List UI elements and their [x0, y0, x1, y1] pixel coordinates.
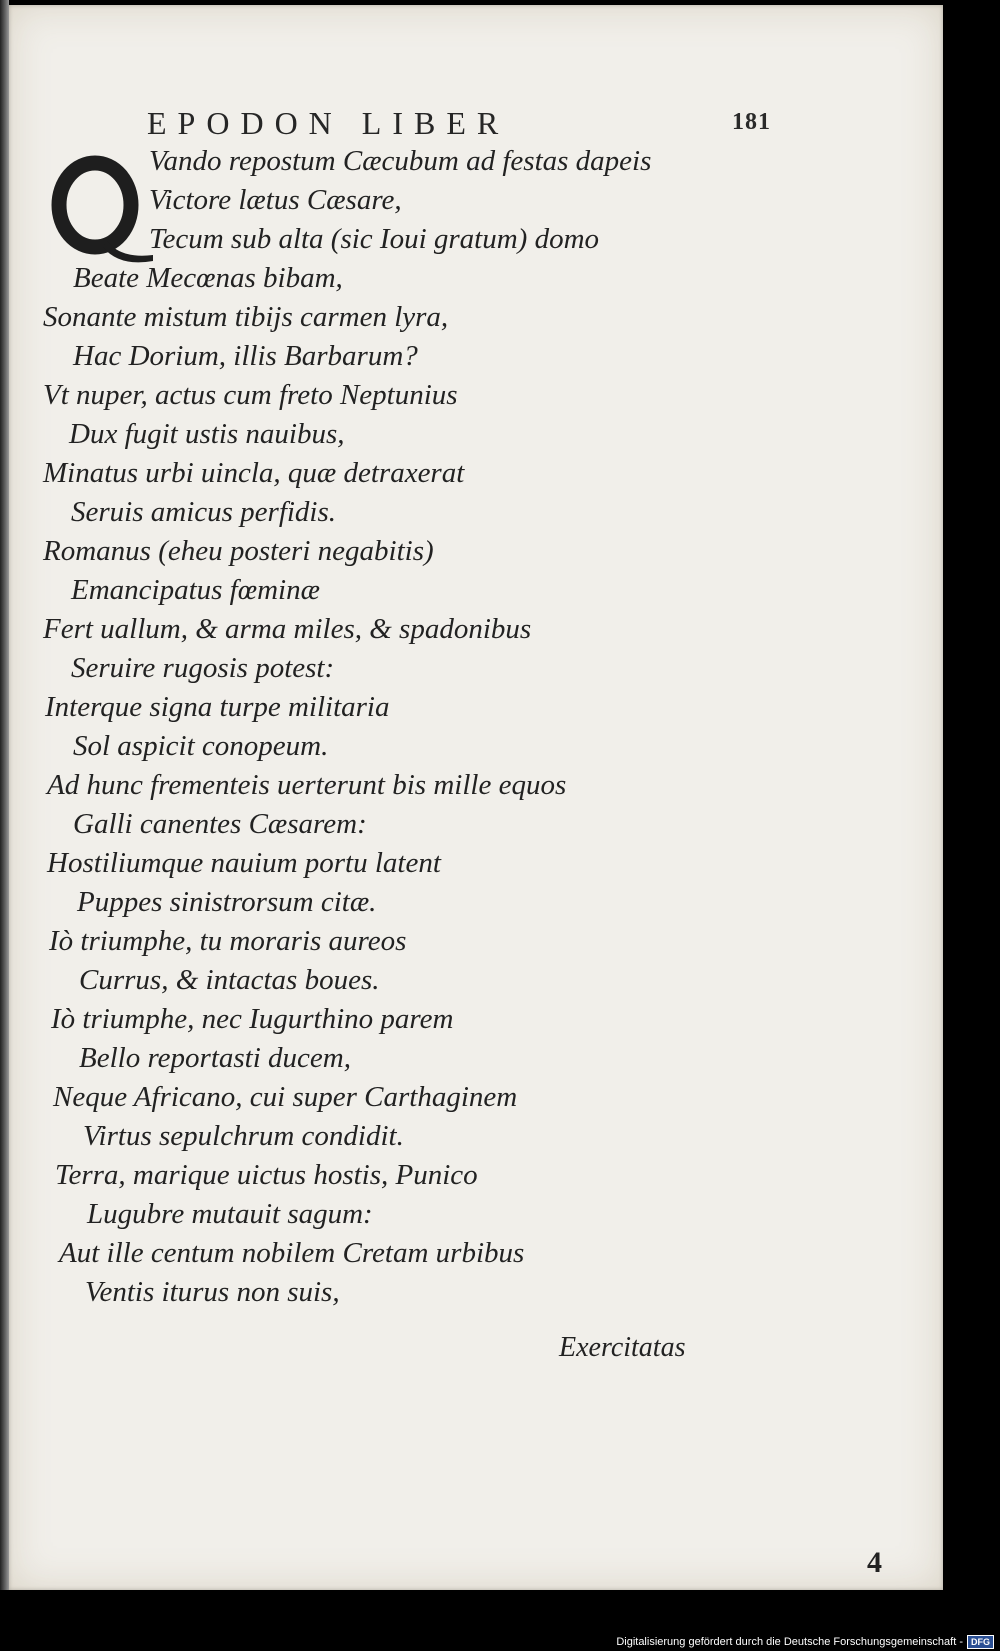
- verse-line: Iò triumphe, nec Iugurthino parem: [51, 1003, 454, 1035]
- folio-number: 181: [732, 109, 771, 135]
- verse-line: Hostiliumque nauium portu latent: [47, 847, 441, 879]
- book-page: [9, 5, 943, 1590]
- verse-line: Currus, & intactas boues.: [79, 964, 380, 996]
- verse-line: Virtus sepulchrum condidit.: [83, 1120, 404, 1152]
- verse-line: Bello reportasti ducem,: [79, 1042, 351, 1074]
- verse-line: Hac Dorium, illis Barbarum?: [73, 340, 418, 372]
- verse-line: Dux fugit ustis nauibus,: [69, 418, 345, 450]
- verse-line: Vt nuper, actus cum freto Neptunius: [43, 379, 458, 411]
- verse-line: Iò triumphe, tu moraris aureos: [49, 925, 407, 957]
- verse-line: Victore lætus Cæsare,: [149, 184, 402, 216]
- book-edge: [0, 0, 9, 1600]
- verse-line: Puppes sinistrorsum citæ.: [77, 886, 377, 918]
- verse-line: Vando repostum Cæcubum ad festas dapeis: [149, 145, 652, 177]
- verse-line: Beate Mecœnas bibam,: [73, 262, 343, 294]
- verse-line: Interque signa turpe militaria: [45, 691, 390, 723]
- verse-line: Seruire rugosis potest:: [71, 652, 335, 684]
- verse-line: Lugubre mutauit sagum:: [87, 1198, 373, 1230]
- verse-line: Sol aspicit conopeum.: [73, 730, 329, 762]
- drop-cap-q: [49, 155, 155, 271]
- verse-line: Sonante mistum tibijs carmen lyra,: [43, 301, 449, 333]
- catchword: Exercitatas: [559, 1332, 686, 1363]
- running-head: EPODON LIBER: [147, 105, 510, 141]
- verse-line: Seruis amicus perfidis.: [71, 496, 337, 528]
- signature-mark: 4: [867, 1546, 882, 1579]
- funding-notice: Digitalisierung gefördert durch die Deutsche Forschungsgemeinschaft -: [616, 1636, 963, 1648]
- verse-line: Emancipatus fœminæ: [71, 574, 320, 606]
- scan-border: [0, 1590, 1000, 1632]
- verse-line: Galli canentes Cæsarem:: [73, 808, 367, 840]
- verse-line: Tecum sub alta (sic Ioui gratum) domo: [149, 223, 600, 255]
- verse-line: Fert uallum, & arma miles, & spadonibus: [43, 613, 532, 645]
- verse-line: Aut ille centum nobilem Cretam urbibus: [59, 1237, 525, 1269]
- dfg-logo: DFG: [967, 1635, 994, 1649]
- verse-line: Ventis iturus non suis,: [85, 1276, 340, 1308]
- digitization-footer: [616, 1634, 994, 1650]
- verse-line: Ad hunc frementeis uerterunt bis mille equos: [47, 769, 567, 801]
- verse-line: Terra, marique uictus hostis, Punico: [55, 1159, 478, 1191]
- verse-line: Romanus (eheu posteri negabitis): [43, 535, 434, 567]
- verse-line: Neque Africano, cui super Carthaginem: [53, 1081, 518, 1113]
- verse-line: Minatus urbi uincla, quæ detraxerat: [43, 457, 465, 489]
